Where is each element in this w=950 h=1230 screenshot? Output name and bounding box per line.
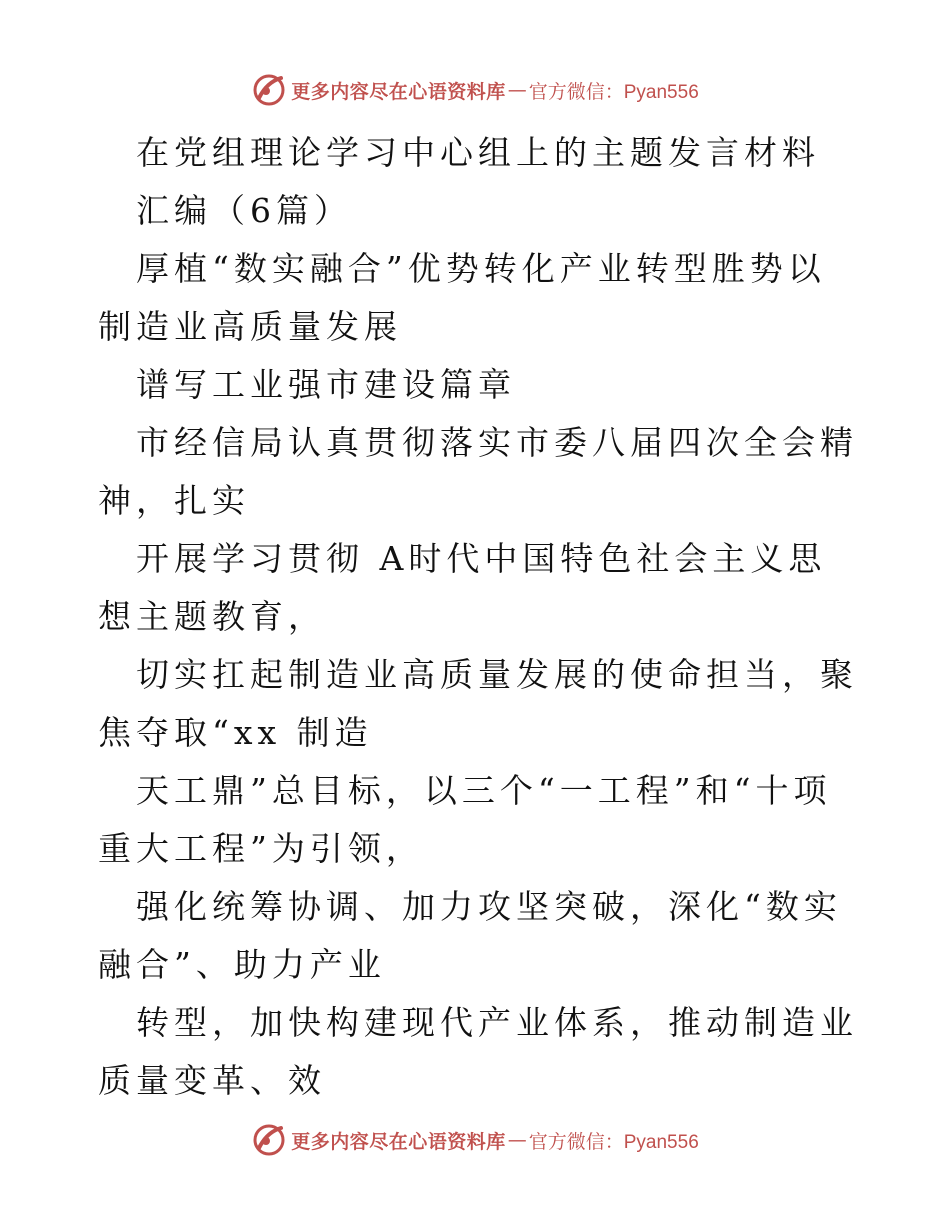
doc-title-line-2: 汇编（6篇） <box>136 191 352 230</box>
watermark-banner-bottom <box>0 1122 950 1158</box>
watermark-account-text: 官方微信：Pyan556 <box>528 1131 699 1153</box>
doc-paragraph: 强化统筹协调、加力攻坚突破，深化“数实融合”、助力产业 <box>98 887 842 984</box>
doc-paragraph: 切实扛起制造业高质量发展的使命担当，聚焦夺取“xx 制造 <box>98 655 858 752</box>
watermark-banner-top <box>0 72 950 108</box>
doc-title-line-1: 在党组理论学习中心组上的主题发言材料 <box>136 133 820 172</box>
doc-paragraph: 转型，加快构建现代产业体系，推动制造业质量变革、效 <box>98 1003 858 1100</box>
doc-heading-line-2: 谱写工业强市建设篇章 <box>136 365 516 404</box>
doc-paragraph: 天工鼎”总目标，以三个“一工程”和“十项重大工程”为引领， <box>98 771 832 868</box>
watermark-separator: — <box>507 1129 527 1151</box>
brush-seal-icon <box>251 72 287 108</box>
watermark-account-text: 官方微信：Pyan556 <box>528 81 699 103</box>
watermark-separator: — <box>507 79 527 101</box>
doc-paragraph: 开展学习贯彻 A时代中国特色社会主义思想主题教育， <box>98 539 827 636</box>
document-body <box>98 124 858 1110</box>
doc-heading-line-1: 厚植“数实融合”优势转化产业转型胜势以制造业高质量发展 <box>98 249 826 346</box>
watermark-site-text: 更多内容尽在心语资料库 <box>291 80 506 103</box>
brush-seal-icon <box>251 1122 287 1158</box>
watermark-site-text: 更多内容尽在心语资料库 <box>291 1130 506 1153</box>
doc-paragraph: 市经信局认真贯彻落实市委八届四次全会精神，扎实 <box>98 423 858 520</box>
